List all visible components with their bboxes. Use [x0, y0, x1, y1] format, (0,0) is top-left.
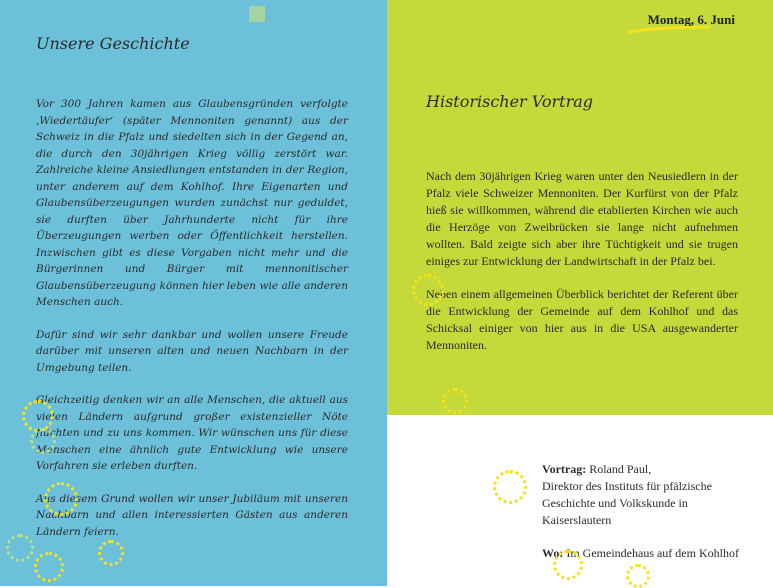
decorative-square: [249, 6, 265, 22]
right-heading: Historischer Vortrag: [426, 92, 594, 111]
right-paragraph: Nach dem 30jährigen Krieg waren unter den Neusiedlern in der Pfalz viele Schweizer Mennoniten. Der Kurfürst von der Pfalz hieß sie willkommen, während die etablierten Kirchen wie auch die Herzöge von Zweibrücken sie lange nicht aufnehmen wollten. Bald zeigte sich aber ihre Tüchtigkeit und sie trugen einiges zur Entwicklung der Landwirtschaft in der Pfalz bei.: [426, 169, 738, 268]
left-heading: Unsere Geschichte: [36, 34, 190, 53]
speaker-role: Direktor des Instituts für pfälzische Geschichte und Volkskunde in Kaiserslautern: [542, 479, 712, 527]
wo-label: Wo:: [542, 546, 564, 560]
right-paragraph: Neben einem allgemeinen Überblick berichtet der Referent über die Entwicklung der Gemeinde auf dem Kohlhof und das Schicksal einiger von hier aus in die USA ausgewanderter Mennoniten.: [426, 287, 738, 352]
left-body: [36, 96, 348, 556]
date-underline-stroke: [628, 26, 710, 34]
left-paragraph: Gleichzeitig denken wir an alle Menschen, die aktuell aus vielen Ländern aufgrund großer existenzieller Nöte flüchten und zu uns kommen. Wir wünschen uns für diese Menschen eine ähnlich gute Entwicklung wie unsere Vorfahren sie erleben durften.: [36, 394, 348, 472]
left-paragraph: Dafür sind wir sehr dankbar und wollen unsere Freude darüber mit unseren alten und neuen Nachbarn in der Umgebung teilen.: [36, 328, 348, 374]
right-body: [426, 168, 738, 370]
vortrag-label: Vortrag:: [542, 462, 587, 476]
date-label: Montag, 6. Juni: [647, 12, 735, 27]
location-block: [542, 545, 752, 562]
vortrag-value: Roland Paul,: [589, 462, 652, 476]
left-paragraph: Vor 300 Jahren kamen aus Glaubensgründen verfolgte ‚Wiedertäufer‘ (später Mennoniten genannt) aus der Schweiz in die Pfalz und siedelten sich in der Gegend an, die durch den 30jährigen Krieg völlig zerstört war. Zahlreiche kleine Ansiedlungen entstanden in der Region, unter anderem auf dem Kohlhof. Ihre Eigenarten und Glaubensüberzeugungen wurden zunächst nur geduldet, sie durften über Jahrhunderte nicht für ihre Überzeugungen werben oder Öffentlichkeit herstellen. Inzwischen gibt es diese Vorgaben nicht mehr und die Bürgerinnen und Bürger mit mennonitischer Glaubensüberzeugung können hier leben wie alle anderen Menschen auch.: [36, 98, 348, 308]
speaker-block: [542, 461, 752, 529]
event-details: [542, 461, 752, 578]
wo-value: Im Gemeindehaus auf dem Kohlhof: [566, 546, 739, 560]
left-paragraph: Aus diesem Grund wollen wir unser Jubiläum mit unseren Nachbarn und allen interessierten Gästen aus anderen Ländern feiern.: [36, 492, 348, 538]
